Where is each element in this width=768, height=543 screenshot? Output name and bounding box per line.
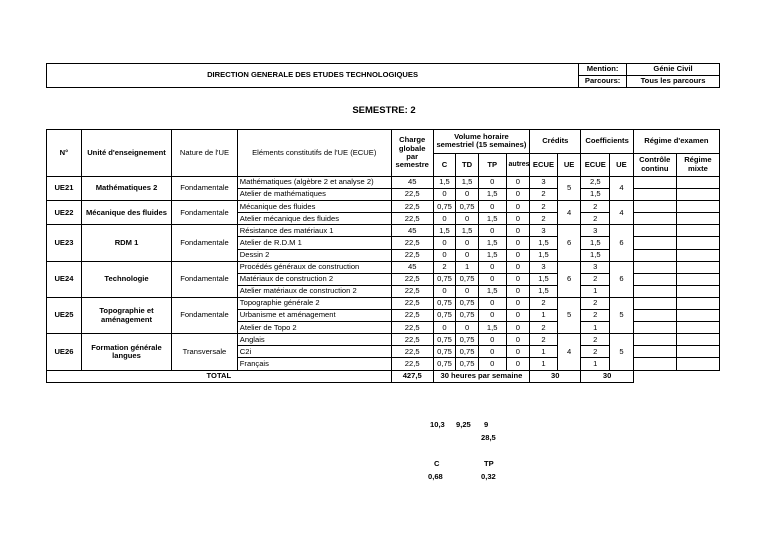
table-row bbox=[47, 225, 720, 237]
total-coefficients: 30 bbox=[581, 370, 633, 382]
ecue-coef: 2,5 bbox=[581, 177, 610, 189]
mixte-cell bbox=[676, 201, 719, 213]
ue-name: Formation générale langues bbox=[81, 334, 171, 370]
total-row bbox=[47, 370, 720, 382]
table-row bbox=[47, 201, 720, 213]
ecue-c: 0,75 bbox=[433, 346, 456, 358]
ecue-tp: 0 bbox=[478, 346, 506, 358]
ue-code: UE25 bbox=[47, 297, 82, 333]
ecue-autres: 0 bbox=[506, 249, 530, 261]
ecue-charge: 45 bbox=[391, 261, 433, 273]
mixte-cell bbox=[676, 189, 719, 201]
ecue-coef: 2 bbox=[581, 213, 610, 225]
table-row bbox=[47, 177, 720, 189]
ecue-autres: 0 bbox=[506, 297, 530, 309]
ue-code: UE24 bbox=[47, 261, 82, 297]
mixte-cell bbox=[676, 273, 719, 285]
ecue-name: Urbanisme et aménagement bbox=[237, 310, 391, 322]
ecue-charge: 22,5 bbox=[391, 297, 433, 309]
ecue-coef: 2 bbox=[581, 346, 610, 358]
ecue-tp: 0 bbox=[478, 225, 506, 237]
col-unite: Unité d'enseignement bbox=[81, 130, 171, 177]
ecue-c: 0 bbox=[433, 249, 456, 261]
ecue-c: 0,75 bbox=[433, 273, 456, 285]
ecue-coef: 2 bbox=[581, 273, 610, 285]
controle-cell bbox=[633, 346, 676, 358]
parcours-label: Parcours: bbox=[579, 76, 627, 88]
ecue-name: Anglais bbox=[237, 334, 391, 346]
ecue-name: Mécanique des fluides bbox=[237, 201, 391, 213]
table-row bbox=[47, 334, 720, 346]
ecue-name: Procédés généraux de construction bbox=[237, 261, 391, 273]
ecue-autres: 0 bbox=[506, 237, 530, 249]
ue-code: UE23 bbox=[47, 225, 82, 261]
ecue-charge: 22,5 bbox=[391, 237, 433, 249]
ecue-charge: 45 bbox=[391, 225, 433, 237]
mixte-cell bbox=[676, 346, 719, 358]
ecue-autres: 0 bbox=[506, 310, 530, 322]
ecue-coef: 1,5 bbox=[581, 237, 610, 249]
ecue-tp: 0 bbox=[478, 177, 506, 189]
controle-cell bbox=[633, 225, 676, 237]
ecue-c: 1,5 bbox=[433, 225, 456, 237]
mixte-cell bbox=[676, 310, 719, 322]
header-table bbox=[46, 63, 720, 88]
col-credits: Crédits bbox=[530, 130, 581, 154]
ecue-tp: 1,5 bbox=[478, 249, 506, 261]
ecue-c: 1,5 bbox=[433, 177, 456, 189]
ecue-credit: 2 bbox=[530, 334, 558, 346]
ecue-tp: 0 bbox=[478, 310, 506, 322]
ecue-name: C2i bbox=[237, 346, 391, 358]
ecue-charge: 22,5 bbox=[391, 201, 433, 213]
ecue-td: 1,5 bbox=[456, 177, 479, 189]
ecue-name: Atelier matériaux de construction 2 bbox=[237, 285, 391, 297]
ecue-credit: 3 bbox=[530, 261, 558, 273]
ecue-credit: 3 bbox=[530, 225, 558, 237]
ecue-autres: 0 bbox=[506, 346, 530, 358]
ecue-td: 0 bbox=[456, 213, 479, 225]
mixte-cell bbox=[676, 213, 719, 225]
ecue-credit: 1,5 bbox=[530, 237, 558, 249]
ecue-td: 0,75 bbox=[456, 334, 479, 346]
col-num: N° bbox=[47, 130, 82, 177]
ecue-tp: 1,5 bbox=[478, 213, 506, 225]
col-coef-ue: UE bbox=[610, 153, 634, 177]
ecue-td: 0 bbox=[456, 237, 479, 249]
ecue-charge: 22,5 bbox=[391, 346, 433, 358]
ecue-credit: 2 bbox=[530, 201, 558, 213]
mixte-cell bbox=[676, 249, 719, 261]
sum-tp: 9 bbox=[484, 420, 489, 429]
ecue-c: 0 bbox=[433, 237, 456, 249]
ecue-credit: 1,5 bbox=[530, 249, 558, 261]
total-volume: 30 heures par semaine bbox=[433, 370, 529, 382]
ecue-charge: 22,5 bbox=[391, 273, 433, 285]
ue-code: UE21 bbox=[47, 177, 82, 201]
controle-cell bbox=[633, 297, 676, 309]
ue-credit: 5 bbox=[557, 297, 581, 333]
ecue-credit: 3 bbox=[530, 177, 558, 189]
controle-cell bbox=[633, 249, 676, 261]
ue-coef: 5 bbox=[610, 297, 634, 333]
ecue-coef: 2 bbox=[581, 201, 610, 213]
ue-coef: 4 bbox=[610, 201, 634, 225]
mixte-cell bbox=[676, 261, 719, 273]
ecue-c: 0,75 bbox=[433, 358, 456, 370]
ecue-coef: 1 bbox=[581, 285, 610, 297]
controle-cell bbox=[633, 213, 676, 225]
ecue-autres: 0 bbox=[506, 358, 530, 370]
ue-code: UE22 bbox=[47, 201, 82, 225]
table-row bbox=[47, 261, 720, 273]
total-label: TOTAL bbox=[47, 370, 392, 382]
ue-name: Technologie bbox=[81, 261, 171, 297]
sum-c: 10,3 bbox=[430, 420, 445, 429]
ecue-coef: 2 bbox=[581, 334, 610, 346]
ecue-credit: 2 bbox=[530, 213, 558, 225]
ue-coef: 5 bbox=[610, 334, 634, 370]
controle-cell bbox=[633, 189, 676, 201]
ecue-tp: 1,5 bbox=[478, 189, 506, 201]
ecue-charge: 22,5 bbox=[391, 334, 433, 346]
ecue-autres: 0 bbox=[506, 273, 530, 285]
ecue-tp: 0 bbox=[478, 273, 506, 285]
ecue-td: 0,75 bbox=[456, 358, 479, 370]
ecue-c: 2 bbox=[433, 261, 456, 273]
controle-cell bbox=[633, 322, 676, 334]
ue-credit: 5 bbox=[557, 177, 581, 201]
ecue-c: 0 bbox=[433, 322, 456, 334]
ecue-tp: 0 bbox=[478, 358, 506, 370]
ue-nature: Fondamentale bbox=[172, 297, 238, 333]
ecue-credit: 1,5 bbox=[530, 285, 558, 297]
controle-cell bbox=[633, 310, 676, 322]
ue-name: Mathématiques 2 bbox=[81, 177, 171, 201]
curriculum-table bbox=[46, 129, 720, 383]
mixte-cell bbox=[676, 297, 719, 309]
ecue-tp: 1,5 bbox=[478, 322, 506, 334]
col-controle: Contrôle continu bbox=[633, 153, 676, 177]
ue-credit: 6 bbox=[557, 225, 581, 261]
ecue-name: Dessin 2 bbox=[237, 249, 391, 261]
mention-label: Mention: bbox=[579, 64, 627, 76]
label-c: C bbox=[434, 459, 440, 468]
mixte-cell bbox=[676, 358, 719, 370]
ue-coef: 4 bbox=[610, 177, 634, 201]
col-td: TD bbox=[456, 153, 479, 177]
ecue-name: Atelier de mathématiques bbox=[237, 189, 391, 201]
header-row-1 bbox=[47, 130, 720, 154]
ue-nature: Fondamentale bbox=[172, 225, 238, 261]
ecue-td: 1 bbox=[456, 261, 479, 273]
ecue-autres: 0 bbox=[506, 225, 530, 237]
ecue-tp: 1,5 bbox=[478, 285, 506, 297]
ue-coef: 6 bbox=[610, 225, 634, 261]
ue-nature: Fondamentale bbox=[172, 177, 238, 201]
mixte-cell bbox=[676, 322, 719, 334]
ecue-td: 0,75 bbox=[456, 310, 479, 322]
col-coef-ecue: ECUE bbox=[581, 153, 610, 177]
controle-cell bbox=[633, 334, 676, 346]
ecue-charge: 22,5 bbox=[391, 310, 433, 322]
ecue-credit: 2 bbox=[530, 322, 558, 334]
ecue-coef: 1 bbox=[581, 358, 610, 370]
ecue-td: 0,75 bbox=[456, 346, 479, 358]
col-coefficients: Coefficients bbox=[581, 130, 633, 154]
ecue-charge: 22,5 bbox=[391, 285, 433, 297]
ecue-tp: 0 bbox=[478, 261, 506, 273]
ratio-c: 0,68 bbox=[428, 472, 443, 481]
ecue-charge: 22,5 bbox=[391, 249, 433, 261]
ecue-name: Résistance des matériaux 1 bbox=[237, 225, 391, 237]
ecue-coef: 3 bbox=[581, 225, 610, 237]
mixte-cell bbox=[676, 177, 719, 189]
col-tp: TP bbox=[478, 153, 506, 177]
ecue-td: 0 bbox=[456, 189, 479, 201]
ecue-td: 0 bbox=[456, 249, 479, 261]
controle-cell bbox=[633, 273, 676, 285]
label-tp: TP bbox=[484, 459, 494, 468]
ecue-autres: 0 bbox=[506, 177, 530, 189]
col-credit-ecue: ECUE bbox=[530, 153, 558, 177]
ecue-coef: 1,5 bbox=[581, 189, 610, 201]
ue-name: Mécanique des fluides bbox=[81, 201, 171, 225]
ecue-credit: 1 bbox=[530, 358, 558, 370]
ecue-coef: 3 bbox=[581, 261, 610, 273]
col-nature: Nature de l'UE bbox=[172, 130, 238, 177]
ecue-tp: 0 bbox=[478, 334, 506, 346]
ecue-name: Topographie générale 2 bbox=[237, 297, 391, 309]
total-credits: 30 bbox=[530, 370, 581, 382]
col-c: C bbox=[433, 153, 456, 177]
ecue-name: Atelier mécanique des fluides bbox=[237, 213, 391, 225]
ecue-tp: 0 bbox=[478, 297, 506, 309]
ecue-credit: 2 bbox=[530, 189, 558, 201]
ecue-td: 0,75 bbox=[456, 297, 479, 309]
semester-title: SEMESTRE: 2 bbox=[352, 105, 416, 116]
ue-code: UE26 bbox=[47, 334, 82, 370]
ecue-coef: 1,5 bbox=[581, 249, 610, 261]
ecue-autres: 0 bbox=[506, 189, 530, 201]
col-volume: Volume horaire semestriel (15 semaines) bbox=[433, 130, 529, 154]
ecue-name: Atelier de R.D.M 1 bbox=[237, 237, 391, 249]
ecue-td: 0 bbox=[456, 322, 479, 334]
ecue-td: 0,75 bbox=[456, 201, 479, 213]
ecue-autres: 0 bbox=[506, 201, 530, 213]
ecue-coef: 1 bbox=[581, 322, 610, 334]
ecue-coef: 2 bbox=[581, 310, 610, 322]
ecue-charge: 45 bbox=[391, 177, 433, 189]
ue-credit: 4 bbox=[557, 201, 581, 225]
mixte-cell bbox=[676, 237, 719, 249]
controle-cell bbox=[633, 177, 676, 189]
ecue-credit: 1 bbox=[530, 310, 558, 322]
ecue-credit: 1 bbox=[530, 346, 558, 358]
ecue-charge: 22,5 bbox=[391, 358, 433, 370]
ecue-c: 0,75 bbox=[433, 310, 456, 322]
ecue-autres: 0 bbox=[506, 213, 530, 225]
ratio-tp: 0,32 bbox=[481, 472, 496, 481]
ecue-name: Atelier de Topo 2 bbox=[237, 322, 391, 334]
col-autres: autres bbox=[506, 153, 530, 177]
ue-coef: 6 bbox=[610, 261, 634, 297]
parcours-value: Tous les parcours bbox=[627, 76, 720, 88]
ecue-c: 0,75 bbox=[433, 297, 456, 309]
ecue-autres: 0 bbox=[506, 322, 530, 334]
ue-credit: 6 bbox=[557, 261, 581, 297]
mention-value: Génie Civil bbox=[627, 64, 720, 76]
ue-nature: Fondamentale bbox=[172, 261, 238, 297]
ecue-autres: 0 bbox=[506, 334, 530, 346]
col-credit-ue: UE bbox=[557, 153, 581, 177]
controle-cell bbox=[633, 201, 676, 213]
ecue-autres: 0 bbox=[506, 285, 530, 297]
controle-cell bbox=[633, 261, 676, 273]
controle-cell bbox=[633, 237, 676, 249]
ue-name: Topographie et aménagement bbox=[81, 297, 171, 333]
mixte-cell bbox=[676, 334, 719, 346]
ecue-credit: 1,5 bbox=[530, 273, 558, 285]
controle-cell bbox=[633, 285, 676, 297]
ecue-tp: 1,5 bbox=[478, 237, 506, 249]
ecue-name: Français bbox=[237, 358, 391, 370]
col-mixte: Régime mixte bbox=[676, 153, 719, 177]
ecue-credit: 2 bbox=[530, 297, 558, 309]
ecue-td: 1,5 bbox=[456, 225, 479, 237]
ecue-charge: 22,5 bbox=[391, 322, 433, 334]
mixte-cell bbox=[676, 225, 719, 237]
ecue-charge: 22,5 bbox=[391, 213, 433, 225]
controle-cell bbox=[633, 358, 676, 370]
col-charge: Charge globale par semestre bbox=[391, 130, 433, 177]
ue-nature: Transversale bbox=[172, 334, 238, 370]
table-row bbox=[47, 297, 720, 309]
ecue-td: 0,75 bbox=[456, 273, 479, 285]
sum-td: 9,25 bbox=[456, 420, 471, 429]
ecue-c: 0 bbox=[433, 285, 456, 297]
ecue-charge: 22,5 bbox=[391, 189, 433, 201]
ecue-name: Mathématiques (algèbre 2 et analyse 2) bbox=[237, 177, 391, 189]
ecue-tp: 0 bbox=[478, 201, 506, 213]
ecue-c: 0 bbox=[433, 189, 456, 201]
ecue-c: 0 bbox=[433, 213, 456, 225]
ecue-td: 0 bbox=[456, 285, 479, 297]
col-elements: Eléments constitutifs de l'UE (ECUE) bbox=[237, 130, 391, 177]
ue-credit: 4 bbox=[557, 334, 581, 370]
ue-name: RDM 1 bbox=[81, 225, 171, 261]
sum-all: 28,5 bbox=[481, 433, 496, 442]
ecue-c: 0,75 bbox=[433, 334, 456, 346]
ecue-name: Matériaux de construction 2 bbox=[237, 273, 391, 285]
total-regime-empty bbox=[633, 370, 719, 382]
mixte-cell bbox=[676, 285, 719, 297]
ecue-c: 0,75 bbox=[433, 201, 456, 213]
total-charge: 427,5 bbox=[391, 370, 433, 382]
col-regime: Régime d'examen bbox=[633, 130, 719, 154]
ecue-coef: 2 bbox=[581, 297, 610, 309]
ue-nature: Fondamentale bbox=[172, 201, 238, 225]
ecue-autres: 0 bbox=[506, 261, 530, 273]
direction-title: DIRECTION GENERALE DES ETUDES TECHNOLOGIQUES bbox=[47, 64, 579, 88]
